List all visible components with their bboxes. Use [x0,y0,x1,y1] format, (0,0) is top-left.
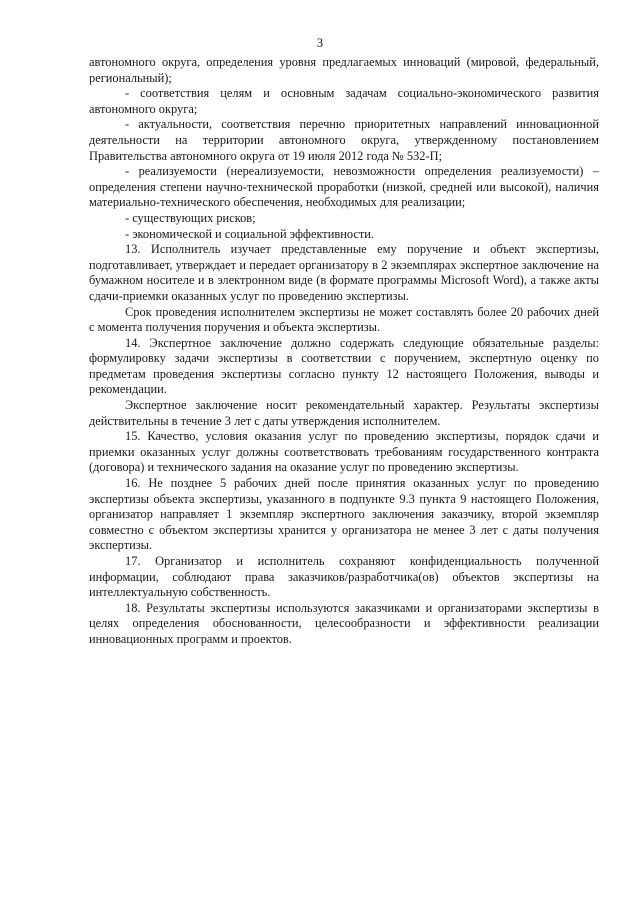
paragraph: - актуальности, соответствия перечню приоритетных направлений инновационной деятельности на территории автономного округа, утвержденному постановлением Правительства автономного округа от 19 июля 2012 года № 532-П; [89,117,599,163]
paragraph: - реализуемости (нереализуемости, невозможности определения реализуемости) – определения степени научно-технической проработки (низкой, средней или высокой), наличия материально-технического обеспечения, необходимых для реализации; [89,164,599,210]
paragraph: 15. Качество, условия оказания услуг по проведению экспертизы, порядок сдачи и приемки оказанных услуг должны соответствовать требованиям государственного контракта (договора) и технического задания на оказание услуг по проведению экспертизы. [89,429,599,475]
paragraph: - соответствия целям и основным задачам социально-экономического развития автономного округа; [89,86,599,116]
paragraph: 14. Экспертное заключение должно содержать следующие обязательные разделы: формулировку задачи экспертизы в соответствии с поручением, экспертную оценку по предметам проведения экспертизы согласно пункту 12 настоящего Положения, выводы и рекомендации. [89,335,599,397]
paragraph: - экономической и социальной эффективности. [125,226,374,241]
paragraph: 13. Исполнитель изучает представленные ему поручение и объект экспертизы, подготавливает, утверждает и передает организатору в 2 экземплярах экспертное заключение на бумажном носителе и в электронном виде (в формате программы Microsoft Word), а также акты сдачи-приемки оказанных услуг по проведению экспертизы. [89,242,599,303]
paragraph: 18. Результаты экспертизы используются заказчиками и организаторами экспертизы в целях определения обоснованности, целесообразности и эффективности реализации инновационных программ и проектов. [89,600,599,646]
paragraph: Экспертное заключение носит рекомендательный характер. Результаты экспертизы действительны в течение 3 лет с даты утверждения исполнителем. [89,398,599,428]
document-body [89,55,599,648]
paragraph: 17. Организатор и исполнитель сохраняют конфиденциальность полученной информации, соблюдают права заказчиков/разработчика(ов) объектов экспертизы на интеллектуальную собственность. [89,554,599,600]
paragraph: Срок проведения исполнителем экспертизы не может составлять более 20 рабочих дней с момента получения поручения и объекта экспертизы. [89,304,599,335]
paragraph: - существующих рисков; [125,210,256,225]
paragraph: 16. Не позднее 5 рабочих дней после принятия оказанных услуг по проведению экспертизы объекта экспертизы, указанного в подпункте 9.3 пункта 9 настоящего Положения, организатор направляет 1 экземпляр экспертного заключения заказчику, второй экземпляр совместно с объектом экспертизы хранится у организатора не менее 3 лет с даты получения экспертизы. [89,476,599,553]
page-number: 3 [316,36,324,50]
paragraph: автономного округа, определения уровня предлагаемых инноваций (мировой, федеральный, региональный); [89,55,599,85]
